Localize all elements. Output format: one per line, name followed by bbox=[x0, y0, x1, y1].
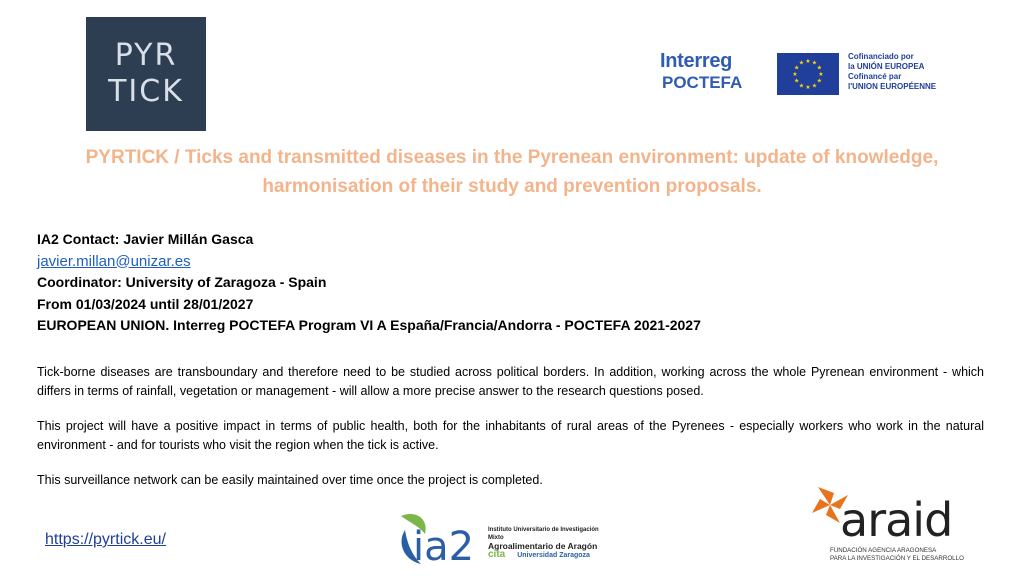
araid-logo bbox=[810, 485, 980, 570]
ia2-line-2: Agroalimentario de Aragón bbox=[488, 541, 598, 551]
partner-cita: cita bbox=[488, 549, 506, 560]
logo-line-2: TICK bbox=[108, 74, 184, 109]
svg-text:★: ★ bbox=[805, 84, 811, 91]
svg-text:★: ★ bbox=[816, 64, 822, 72]
svg-text:★: ★ bbox=[794, 77, 800, 85]
ia2-institute-name bbox=[488, 526, 610, 550]
interreg-poctefa-logo bbox=[660, 50, 960, 100]
coordinator: Coordinator: University of Zaragoza - Spain bbox=[37, 274, 327, 290]
svg-text:★: ★ bbox=[798, 82, 805, 90]
interreg-brand bbox=[660, 50, 742, 94]
interreg-brand-line-2: POCTEFA bbox=[662, 73, 743, 92]
ia2-mark-text: ia2 bbox=[413, 524, 475, 570]
contact-email-link[interactable]: javier.millan@unizar.es bbox=[37, 252, 191, 270]
eu-cofinancing-text bbox=[848, 52, 936, 92]
website-link[interactable]: https://pyrtick.eu/ bbox=[45, 531, 166, 548]
project-title: PYRTICK / Ticks and transmitted diseases in the Pyrenean environment: update of knowledge, harmonisation of their study and prevention proposals. bbox=[85, 147, 939, 197]
svg-text:★: ★ bbox=[818, 71, 824, 78]
ia2-mark-icon bbox=[395, 508, 490, 570]
cofin-es-line-1: Cofinanciado por bbox=[848, 52, 914, 61]
partner-unizar: Universidad Zaragoza bbox=[517, 552, 590, 559]
svg-text:★: ★ bbox=[792, 71, 798, 78]
ia2-logo bbox=[395, 508, 610, 570]
paragraph-2: This project will have a positive impact in terms of public health, both for the inhabitants of rural areas of the Pyrenees - especially workers who work in the natural environment - and for tourists who visit the region when the tick is active. bbox=[37, 419, 984, 452]
svg-text:★: ★ bbox=[816, 77, 822, 85]
araid-wordmark: araid bbox=[840, 493, 953, 547]
cofin-fr-line-2: l'UNION EUROPÉENNE bbox=[848, 82, 937, 91]
cofin-fr-line-1: Cofinancé par bbox=[848, 72, 902, 81]
araid-sub-line-1: FUNDACIÓN AGENCIA ARAGONESA bbox=[830, 547, 937, 554]
eu-flag-icon bbox=[777, 53, 839, 95]
interreg-brand-line-1: Interreg bbox=[660, 50, 733, 72]
svg-text:★: ★ bbox=[798, 59, 805, 67]
logo-line-1: PYR bbox=[114, 38, 178, 73]
pyrtick-logo bbox=[86, 17, 206, 131]
cofin-es-line-2: la UNIÓN EUROPEA bbox=[848, 62, 925, 71]
ia2-contact: IA2 Contact: Javier Millán Gasca bbox=[37, 231, 254, 247]
project-dates: From 01/03/2024 until 28/01/2027 bbox=[37, 295, 254, 312]
paragraph-3: This surveillance network can be easily maintained over time once the project is completed. bbox=[37, 473, 543, 487]
svg-text:★: ★ bbox=[811, 82, 818, 90]
svg-text:★: ★ bbox=[794, 64, 800, 72]
ia2-partners bbox=[488, 549, 590, 560]
svg-text:★: ★ bbox=[811, 59, 818, 67]
araid-sub-line-2: PARA LA INVESTIGACIÓN Y EL DESARROLLO bbox=[830, 555, 964, 562]
contact-block bbox=[37, 229, 997, 337]
svg-text:★: ★ bbox=[805, 58, 811, 65]
program-info: EUROPEAN UNION. Interreg POCTEFA Program VI A España/Francia/Andorra - POCTEFA 2021-2027 bbox=[37, 317, 701, 333]
paragraph-1: Tick-borne diseases are transboundary and therefore need to be studied across political borders. In addition, working across the whole Pyrenean environment - which differs in terms of rainfall, vegetation or management - will allow a more precise answer to the research questions posed. bbox=[37, 365, 984, 398]
araid-subtitle bbox=[830, 547, 964, 563]
ia2-line-1: Instituto Universitario de Investigación Mixto bbox=[488, 527, 599, 541]
